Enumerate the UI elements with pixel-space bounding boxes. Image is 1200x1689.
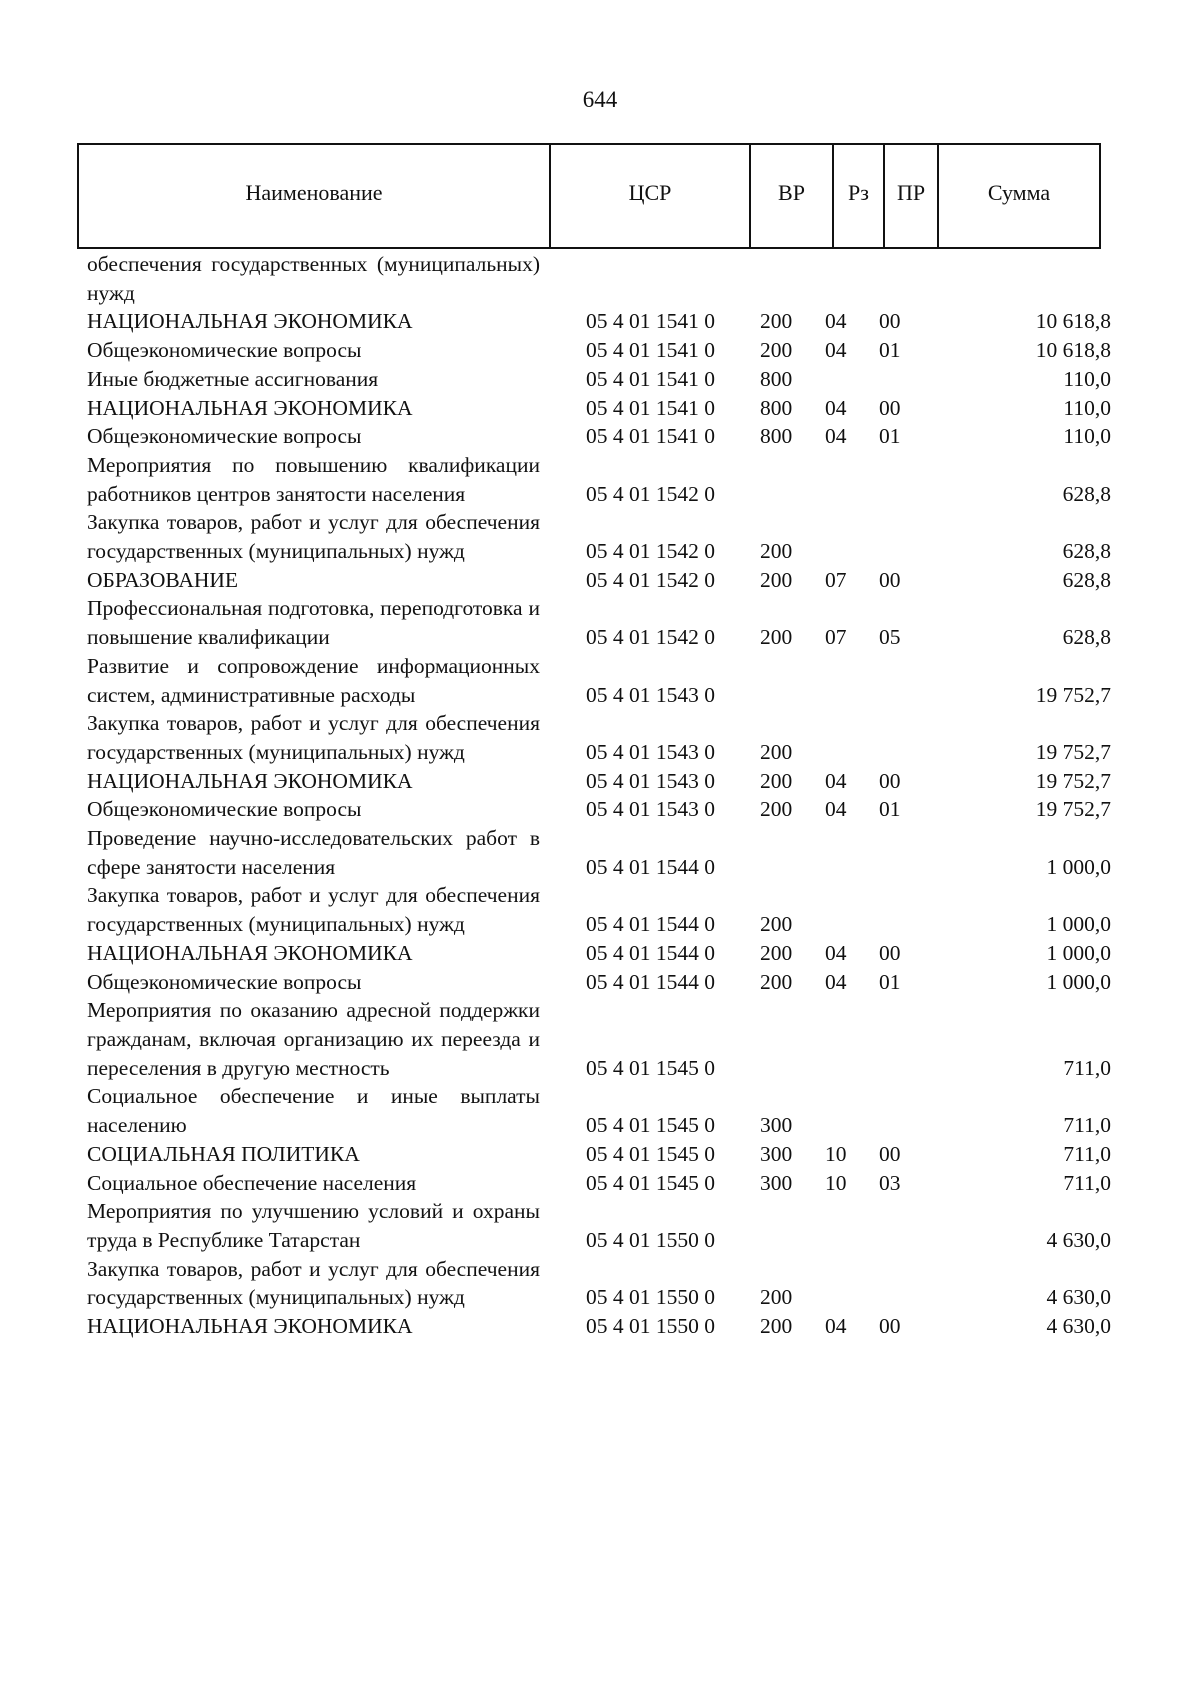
row-name: НАЦИОНАЛЬНАЯ ЭКОНОМИКА: [87, 395, 413, 420]
row-sum: 711,0: [1063, 1170, 1111, 1195]
row-csr-code: 05 4 01 1542 0: [586, 625, 715, 650]
row-name: НАЦИОНАЛЬНАЯ ЭКОНОМИКА: [87, 1314, 413, 1339]
row-sum: 19 752,7: [1035, 682, 1111, 707]
row-csr-code: 05 4 01 1545 0: [586, 1170, 715, 1195]
row-name: Социальное обеспечение населения: [87, 1170, 417, 1195]
row-name: Профессиональная подготовка, переподготовка и повышение квалификации: [87, 596, 540, 650]
row-rz-code: 04: [825, 424, 847, 449]
row-pr-code: 05: [879, 625, 901, 650]
row-csr-code: 05 4 01 1541 0: [586, 424, 715, 449]
row-vr-code: 200: [760, 338, 793, 363]
row-sum: 19 752,7: [1035, 797, 1111, 822]
row-csr-code: 05 4 01 1543 0: [586, 739, 715, 764]
row-name: обеспечения государственных (муниципальных) нужд: [87, 252, 540, 305]
row-name: Мероприятия по повышению квалификации работников центров занятости населения: [87, 452, 540, 506]
table-row: [87, 824, 1117, 881]
row-rz-code: 10: [825, 1141, 847, 1166]
row-csr-code: 05 4 01 1550 0: [586, 1285, 715, 1310]
row-sum: 4 630,0: [1046, 1227, 1111, 1252]
table-row: [87, 1169, 1117, 1198]
row-name: Закупка товаров, работ и услуг для обеспечения государственных (муниципальных) нужд: [87, 883, 540, 937]
row-vr-code: 200: [760, 969, 793, 994]
row-vr-code: 200: [760, 768, 793, 793]
table-header: [77, 143, 1101, 249]
row-csr-code: 05 4 01 1543 0: [586, 797, 715, 822]
row-vr-code: 300: [760, 1113, 793, 1138]
table-row: [87, 250, 1117, 307]
row-name: НАЦИОНАЛЬНАЯ ЭКОНОМИКА: [87, 309, 413, 334]
table-row: [87, 508, 1117, 565]
row-sum: 10 618,8: [1035, 309, 1111, 334]
row-sum: 628,8: [1062, 539, 1111, 564]
row-csr-code: 05 4 01 1541 0: [586, 338, 715, 363]
row-name: НАЦИОНАЛЬНАЯ ЭКОНОМИКА: [87, 768, 413, 793]
table-row: [87, 795, 1117, 824]
row-vr-code: 300: [760, 1170, 793, 1195]
row-rz-code: 10: [825, 1170, 847, 1195]
row-vr-code: 800: [760, 395, 793, 420]
row-csr-code: 05 4 01 1544 0: [586, 969, 715, 994]
row-sum: 711,0: [1063, 1113, 1111, 1138]
table-row: [87, 422, 1117, 451]
header-pr: ПР: [885, 145, 939, 247]
row-vr-code: 200: [760, 625, 793, 650]
table-row: [87, 566, 1117, 595]
row-sum: 110,0: [1063, 395, 1111, 420]
row-csr-code: 05 4 01 1545 0: [586, 1055, 715, 1080]
row-sum: 628,8: [1062, 625, 1111, 650]
table-row: [87, 451, 1117, 508]
row-sum: 711,0: [1063, 1055, 1111, 1080]
row-pr-code: 00: [879, 768, 901, 793]
row-name: Мероприятия по оказанию адресной поддержки гражданам, включая организацию их переезда и переселения в другую местность: [87, 998, 540, 1080]
row-pr-code: 01: [879, 969, 901, 994]
row-rz-code: 04: [825, 395, 847, 420]
row-rz-code: 04: [825, 768, 847, 793]
row-rz-code: 04: [825, 338, 847, 363]
row-csr-code: 05 4 01 1544 0: [586, 854, 715, 879]
row-sum: 19 752,7: [1035, 768, 1111, 793]
row-vr-code: 200: [760, 567, 793, 592]
row-csr-code: 05 4 01 1542 0: [586, 481, 715, 506]
row-rz-code: 07: [825, 567, 847, 592]
row-sum: 628,8: [1062, 481, 1111, 506]
table-row: [87, 1140, 1117, 1169]
table-row: [87, 365, 1117, 394]
row-csr-code: 05 4 01 1550 0: [586, 1227, 715, 1252]
page-number: 644: [582, 87, 618, 112]
row-vr-code: 300: [760, 1141, 793, 1166]
table-row: [87, 881, 1117, 938]
row-csr-code: 05 4 01 1545 0: [586, 1141, 715, 1166]
row-sum: 19 752,7: [1035, 739, 1111, 764]
row-pr-code: 00: [879, 1314, 901, 1339]
table-row: [87, 709, 1117, 766]
table-row: [87, 336, 1117, 365]
row-pr-code: 01: [879, 424, 901, 449]
row-sum: 4 630,0: [1046, 1314, 1111, 1339]
table-row: [87, 307, 1117, 336]
table-row: [87, 1312, 1117, 1341]
row-sum: 110,0: [1063, 424, 1111, 449]
header-name: Наименование: [79, 145, 551, 247]
row-rz-code: 04: [825, 797, 847, 822]
row-vr-code: 200: [760, 940, 793, 965]
row-vr-code: 800: [760, 366, 793, 391]
row-name: Закупка товаров, работ и услуг для обеспечения государственных (муниципальных) нужд: [87, 1256, 540, 1310]
row-name: Общеэкономические вопросы: [87, 338, 362, 363]
row-name: Общеэкономические вопросы: [87, 797, 362, 822]
row-rz-code: 07: [825, 625, 847, 650]
table-row: [87, 1197, 1117, 1254]
table-row: [87, 996, 1117, 1082]
table-row: [87, 767, 1117, 796]
row-sum: 10 618,8: [1035, 338, 1111, 363]
row-name: Общеэкономические вопросы: [87, 969, 362, 994]
row-rz-code: 04: [825, 1314, 847, 1339]
row-vr-code: 200: [760, 912, 793, 937]
row-name: НАЦИОНАЛЬНАЯ ЭКОНОМИКА: [87, 940, 413, 965]
row-sum: 1 000,0: [1046, 912, 1111, 937]
table-row: [87, 594, 1117, 651]
row-csr-code: 05 4 01 1550 0: [586, 1314, 715, 1339]
table-row: [87, 652, 1117, 709]
row-vr-code: 200: [760, 797, 793, 822]
row-pr-code: 03: [879, 1170, 901, 1195]
row-name: Закупка товаров, работ и услуг для обеспечения государственных (муниципальных) нужд: [87, 711, 540, 764]
row-sum: 1 000,0: [1046, 940, 1111, 965]
row-vr-code: 200: [760, 739, 793, 764]
table-row: [87, 968, 1117, 997]
table-row: [87, 394, 1117, 423]
row-pr-code: 00: [879, 940, 901, 965]
row-csr-code: 05 4 01 1543 0: [586, 768, 715, 793]
row-pr-code: 01: [879, 797, 901, 822]
row-sum: 711,0: [1063, 1141, 1111, 1166]
row-vr-code: 200: [760, 309, 793, 334]
row-vr-code: 200: [760, 1314, 793, 1339]
row-name: Мероприятия по улучшению условий и охраны труда в Республике Татарстан: [87, 1199, 540, 1252]
row-name: Общеэкономические вопросы: [87, 424, 362, 449]
row-name: ОБРАЗОВАНИЕ: [87, 567, 239, 592]
header-rz: Рз: [834, 145, 885, 247]
row-name: Развитие и сопровождение информационных систем, административные расходы: [87, 653, 540, 707]
row-csr-code: 05 4 01 1544 0: [586, 940, 715, 965]
header-vr: ВР: [751, 145, 834, 247]
row-name: Закупка товаров, работ и услуг для обеспечения государственных (муниципальных) нужд: [87, 510, 540, 564]
row-csr-code: 05 4 01 1544 0: [586, 912, 715, 937]
header-csr: ЦСР: [551, 145, 751, 247]
table-row: [87, 1082, 1117, 1139]
row-sum: 4 630,0: [1046, 1285, 1111, 1310]
table-body: [87, 250, 1117, 1341]
row-pr-code: 00: [879, 395, 901, 420]
row-csr-code: 05 4 01 1541 0: [586, 395, 715, 420]
row-sum: 1 000,0: [1046, 854, 1111, 879]
row-name: Проведение научно-исследовательских работ в сфере занятости населения: [87, 826, 540, 879]
row-csr-code: 05 4 01 1542 0: [586, 539, 715, 564]
row-sum: 110,0: [1063, 366, 1111, 391]
header-sum: Сумма: [987, 180, 1051, 205]
row-pr-code: 00: [879, 567, 901, 592]
row-vr-code: 200: [760, 1285, 793, 1310]
row-csr-code: 05 4 01 1545 0: [586, 1113, 715, 1138]
row-name: СОЦИАЛЬНАЯ ПОЛИТИКА: [87, 1141, 360, 1166]
row-csr-code: 05 4 01 1543 0: [586, 682, 715, 707]
row-name: Социальное обеспечение и иные выплаты населению: [87, 1084, 540, 1138]
row-csr-code: 05 4 01 1542 0: [586, 567, 715, 592]
row-rz-code: 04: [825, 940, 847, 965]
row-sum: 628,8: [1062, 567, 1111, 592]
row-pr-code: 00: [879, 309, 901, 334]
row-rz-code: 04: [825, 969, 847, 994]
table-row: [87, 939, 1117, 968]
table-row: [87, 1255, 1117, 1312]
row-name: Иные бюджетные ассигнования: [87, 366, 379, 391]
row-csr-code: 05 4 01 1541 0: [586, 309, 715, 334]
row-csr-code: 05 4 01 1541 0: [586, 366, 715, 391]
row-pr-code: 00: [879, 1141, 901, 1166]
row-vr-code: 200: [760, 539, 793, 564]
row-sum: 1 000,0: [1046, 969, 1111, 994]
row-rz-code: 04: [825, 309, 847, 334]
row-pr-code: 01: [879, 338, 901, 363]
row-vr-code: 800: [760, 424, 793, 449]
